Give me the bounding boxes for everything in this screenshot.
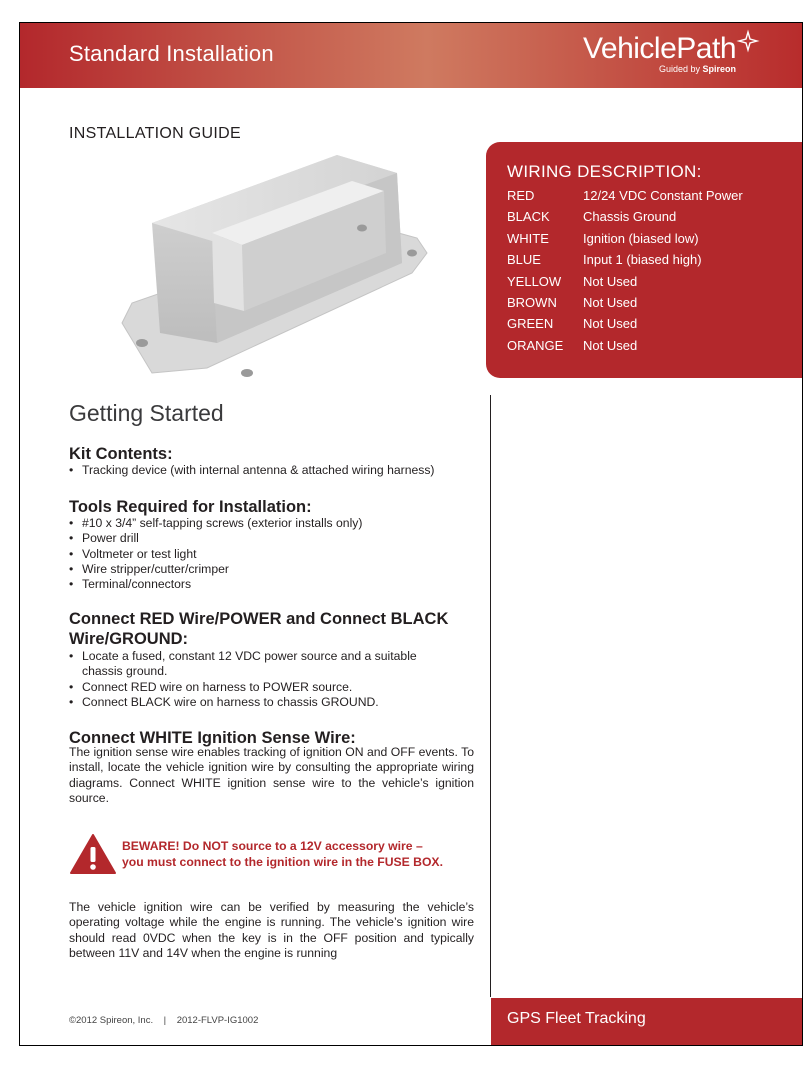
wire-color: WHITE xyxy=(507,230,549,246)
wire-function: Input 1 (biased high) xyxy=(583,252,702,268)
list-item: • #10 x 3/4” self-tapping screws (exterior installs only) xyxy=(69,516,362,531)
footer-banner xyxy=(491,998,802,1045)
warning-icon xyxy=(69,833,117,875)
wiring-row xyxy=(507,292,743,313)
getting-started-heading: Getting Started xyxy=(69,400,224,426)
list-item: • Connect RED wire on harness to POWER source. xyxy=(69,680,417,695)
tools-list xyxy=(69,516,362,592)
wire-function: Not Used xyxy=(583,316,638,332)
wire-function: 12/24 VDC Constant Power xyxy=(583,188,743,203)
ignition-heading: Connect WHITE Ignition Sense Wire: xyxy=(69,729,356,747)
wiring-row xyxy=(507,271,743,292)
wiring-row xyxy=(507,228,743,249)
wire-color: ORANGE xyxy=(507,337,564,353)
wiring-row xyxy=(507,335,743,356)
list-item-line: • Locate a fused, constant 12 VDC power source and a suitable xyxy=(82,649,417,663)
wiring-title: WIRING DESCRIPTION: xyxy=(507,162,702,181)
list-item xyxy=(69,649,417,680)
list-item: • Wire stripper/cutter/crimper xyxy=(69,562,362,577)
wire-function: Ignition (biased low) xyxy=(583,230,699,246)
list-item-line: chassis ground. xyxy=(82,664,168,679)
wiring-row xyxy=(507,185,743,206)
verify-paragraph: The vehicle ignition wire can be verified by measuring the vehicle’s operating voltage while the engine is running. The vehicle’s ignition wire should read 0VDC when the key is in the OFF position and typically between 11V and 14V when the engine is running xyxy=(69,900,474,960)
kit-contents-list xyxy=(69,463,435,478)
logo-tagline-prefix: Guided by xyxy=(658,64,703,74)
footer-tagline: GPS Fleet Tracking xyxy=(507,1010,646,1027)
ignition-paragraph: The ignition sense wire enables tracking of ignition ON and OFF events. To install, locate the vehicle ignition wire by consulting the appropriate wiring diagrams. Connect WHITE ignition sense wire to the vehicle’s ignition source. xyxy=(69,745,474,805)
list-item: • Connect BLACK wire on harness to chassis GROUND. xyxy=(69,695,417,710)
logo-name: VehiclePath xyxy=(583,32,736,65)
wire-function: Not Used xyxy=(583,337,638,353)
wire-function: Chassis Ground xyxy=(583,209,677,225)
wiring-table xyxy=(507,185,743,356)
wire-color: GREEN xyxy=(507,316,554,332)
page-title: Standard Installation xyxy=(69,41,274,66)
wire-color: BROWN xyxy=(507,294,557,310)
section-label: INSTALLATION GUIDE xyxy=(69,125,241,142)
list-item: • Tracking device (with internal antenna & attached wiring harness) xyxy=(69,463,435,478)
header-banner xyxy=(20,23,802,88)
list-item: • Terminal/connectors xyxy=(69,577,362,592)
wire-color: BLUE xyxy=(507,252,541,268)
wiring-description-panel xyxy=(486,142,802,378)
vehiclepath-logo xyxy=(583,30,736,74)
list-item: • Voltmeter or test light xyxy=(69,547,362,562)
power-ground-heading xyxy=(69,609,448,649)
warning-line: you must connect to the ignition wire in the FUSE BOX. xyxy=(122,855,443,869)
tracking-device-image xyxy=(112,143,432,393)
warning-line: BEWARE! Do NOT source to a 12V accessory wire – xyxy=(122,839,423,853)
wiring-row xyxy=(507,249,743,270)
power-ground-heading-line: Wire/GROUND: xyxy=(69,630,189,648)
wiring-row xyxy=(507,206,743,227)
warning-text xyxy=(122,838,443,870)
page xyxy=(19,22,803,1046)
logo-tagline-brand: Spireon xyxy=(702,64,736,74)
wire-color: BLACK xyxy=(507,209,550,225)
list-item: • Power drill xyxy=(69,531,362,546)
wire-color: RED xyxy=(507,188,535,203)
wiring-row xyxy=(507,313,743,334)
footer-copyright: ©2012 Spireon, Inc. | 2012-FLVP-IG1002 xyxy=(69,1015,259,1026)
kit-contents-heading: Kit Contents: xyxy=(69,445,173,463)
column-divider xyxy=(490,395,491,997)
power-ground-heading-line: Connect RED Wire/POWER and Connect BLACK xyxy=(69,610,449,628)
tools-heading: Tools Required for Installation: xyxy=(69,498,312,516)
power-ground-list xyxy=(69,649,417,710)
wire-color: YELLOW xyxy=(507,273,562,289)
wire-function: Not Used xyxy=(583,273,638,289)
wire-function: Not Used xyxy=(583,294,638,310)
star-compass-icon xyxy=(736,29,760,53)
